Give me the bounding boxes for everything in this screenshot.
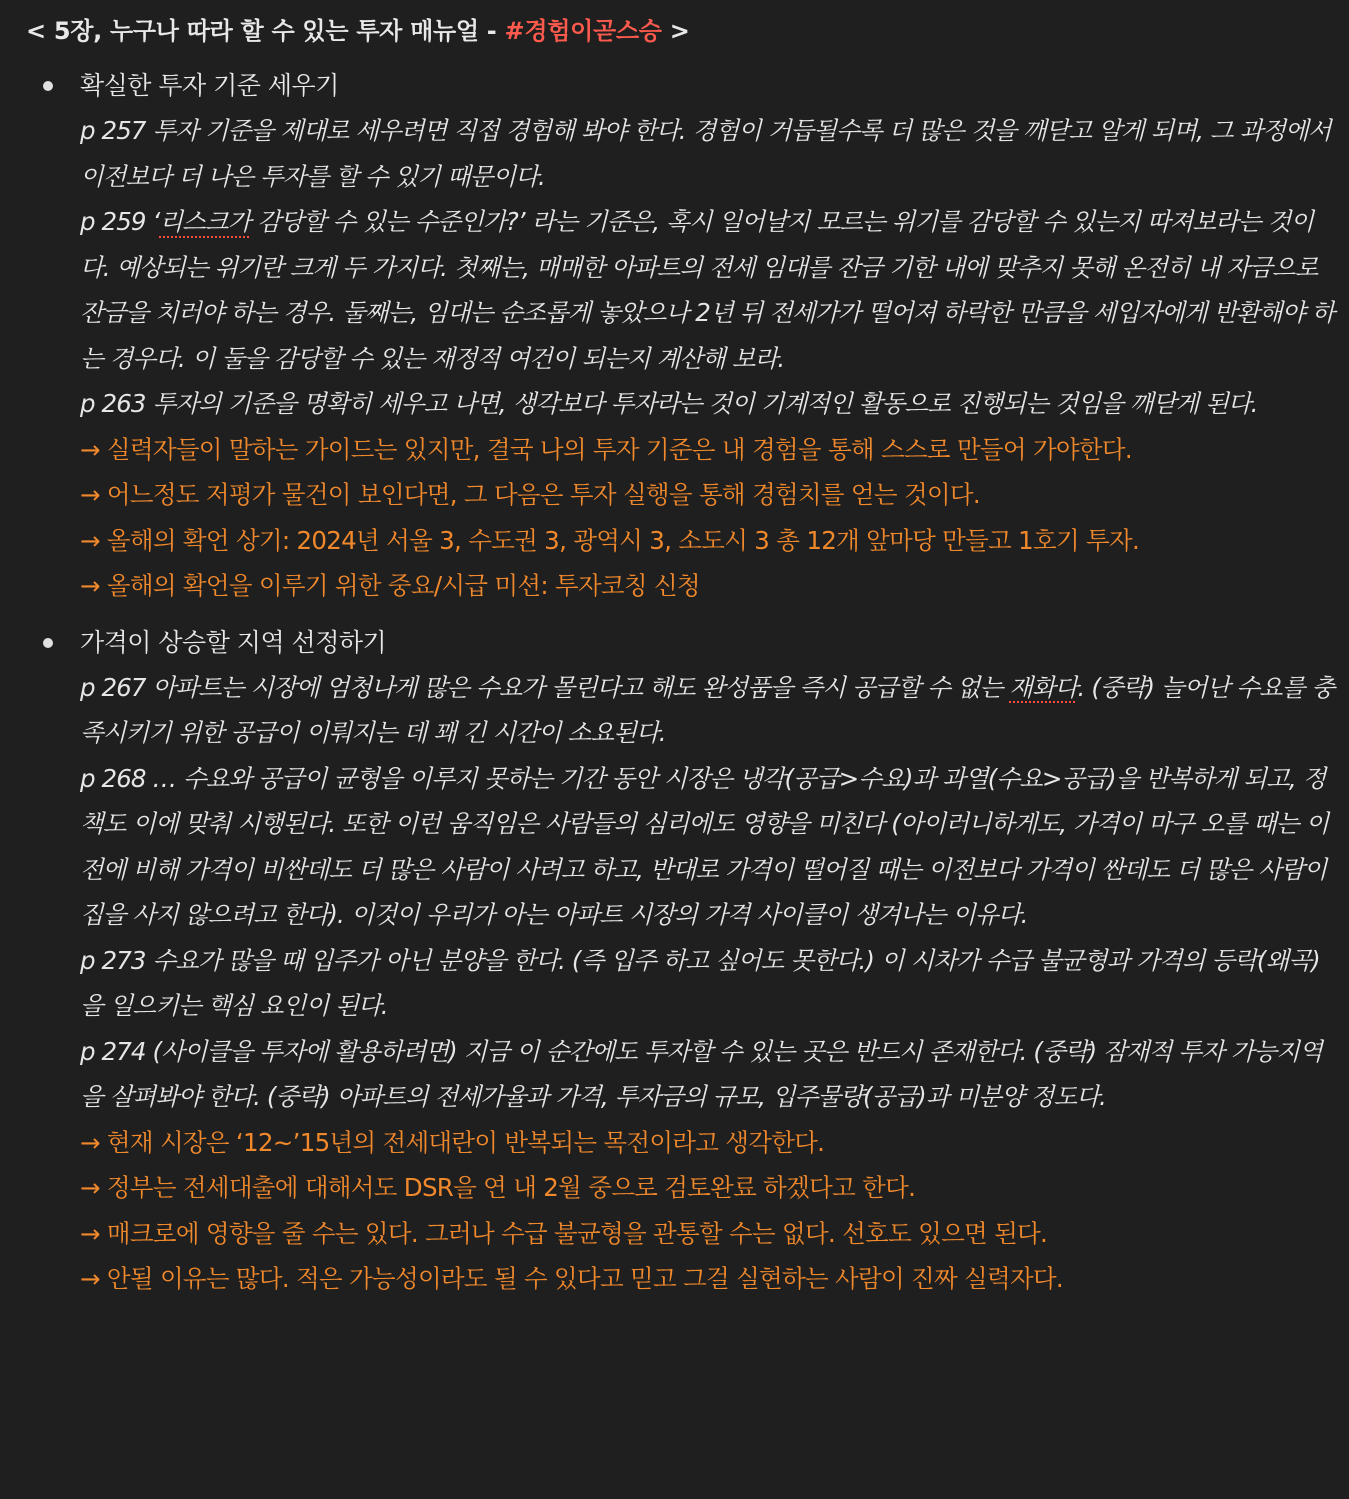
quote-p273: p 273 수요가 많을 때 입주가 아닌 분양을 한다. (즉 입주 하고 싶어도 못한다.) 이 시차가 수급 불균형과 가격의 등락(왜곡)을 일으키는 핵심 요인이 된다. — [80, 945, 1320, 1020]
quote-p263: p 263 투자의 기준을 명확히 세우고 나면, 생각보다 투자라는 것이 기계적인 활동으로 진행되는 것임을 깨닫게 된다. — [80, 389, 1258, 418]
quote-p268: p 268 … 수요와 공급이 균형을 이루지 못하는 기간 동안 시장은 냉각(공급>수요)과 과열(수요>공급)을 반복하게 되고, 정책도 이에 맞춰 시행된다. 또한 이런 움직임은 사람들의 심리에도 영향을 미친다 (아이러니하게도, 가격이 마구 오를 때는 이전에 비해 가격이 비싼데도 더 많은 사람이 사려고 하고, 반대로 가격이 떨어질 때는 이전보다 가격이 싼데도 더 많은 사람이 집을 사지 않으려고 한다). 이것이 우리가 아는 아파트 시장의 가격 사이클이 생겨나는 이유다. — [80, 763, 1329, 929]
note-line: → 올해의 확언 상기: 2024년 서울 3, 수도권 3, 광역시 3, 소도시 3 총 12개 앞마당 만들고 1호기 투자. — [80, 525, 1140, 555]
spellcheck-word: 재화다 — [1009, 672, 1078, 702]
quote-p267: p 267 아파트는 시장에 엄청나게 많은 수요가 몰린다고 해도 완성품을 즉시 공급할 수 없는 재화다. (중략) 늘어난 수요를 충족시키기 위한 공급이 이뤄지는 데 꽤 긴 시간이 소요된다. — [80, 672, 1335, 747]
note-line: → 현재 시장은 ‘12~’15년의 전세대란이 반복되는 목전이라고 생각한다. — [80, 1127, 825, 1157]
hashtag-link[interactable]: #경험이곧스승 — [504, 17, 662, 45]
spellcheck-word: 리스크가 — [159, 207, 251, 236]
quote-p257: p 257 투자 기준을 제대로 세우려면 직접 경험해 봐야 한다. 경험이 거듭될수록 더 많은 것을 깨닫고 알게 되며, 그 과정에서 이전보다 더 나은 투자를 할 수 있기 때문이다. — [80, 116, 1331, 191]
note-line: → 안될 이유는 많다. 적은 가능성이라도 될 수 있다고 믿고 그걸 실현하는 사람이 진짜 실력자다. — [80, 1264, 1064, 1293]
section-region-selection — [26, 621, 1335, 1302]
note-line: → 정부는 전세대출에 대해서도 DSR을 연 내 2월 중으로 검토완료 하겠다고 한다. — [80, 1173, 916, 1202]
section-investment-criteria — [26, 64, 1335, 609]
section-heading: 확실한 투자 기준 세우기 — [80, 71, 339, 100]
note-line: → 올해의 확언을 이루기 위한 중요/시급 미션: 투자코칭 신청 — [80, 571, 700, 600]
quote-p259: p 259 ‘리스크가 감당할 수 있는 수준인가?’ 라는 기준은, 혹시 일어날지 모르는 위기를 감당할 수 있는지 따져보라는 것이다. 예상되는 위기란 크게 두 가지다. 첫째는, 매매한 아파트의 전세 임대를 잔금 기한 내에 맞추지 못해 온전히 내 자금으로 잔금을 치러야 하는 경우. 둘째는, 임대는 순조롭게 놓았으나 2년 뒤 전세가가 떨어져 하락한 만큼을 세입자에게 반환해야 하는 경우다. 이 둘을 감당할 수 있는 재정적 여건이 되는지 계산해 보라. — [80, 207, 1335, 373]
note-line: → 매크로에 영향을 줄 수는 있다. 그러나 수급 불균형을 관통할 수는 없다. 선호도 있으면 된다. — [80, 1218, 1048, 1248]
note-line: → 실력자들이 말하는 가이드는 있지만, 결국 나의 투자 기준은 내 경험을 통해 스스로 만들어 가야한다. — [80, 434, 1132, 464]
section-heading: 가격이 상승할 지역 선정하기 — [80, 627, 387, 657]
title-prefix: < 5장, 누구나 따라 할 수 있는 투자 매뉴얼 - — [26, 17, 505, 45]
page-title — [26, 12, 1329, 50]
quote-p274: p 274 (사이클을 투자에 활용하려면) 지금 이 순간에도 투자할 수 있는 곳은 반드시 존재한다. (중략) 잠재적 투자 가능지역을 살펴봐야 한다. (중략) 아파트의 전세가율과 가격, 투자금의 규모, 입주물량(공급)과 미분양 정도다. — [80, 1036, 1322, 1111]
note-line: → 어느정도 저평가 물건이 보인다면, 그 다음은 투자 실행을 통해 경험치를 얻는 것이다. — [80, 480, 980, 509]
title-suffix: > — [661, 17, 690, 45]
bullet-dot-icon — [43, 81, 53, 91]
bullet-dot-icon — [43, 638, 53, 648]
